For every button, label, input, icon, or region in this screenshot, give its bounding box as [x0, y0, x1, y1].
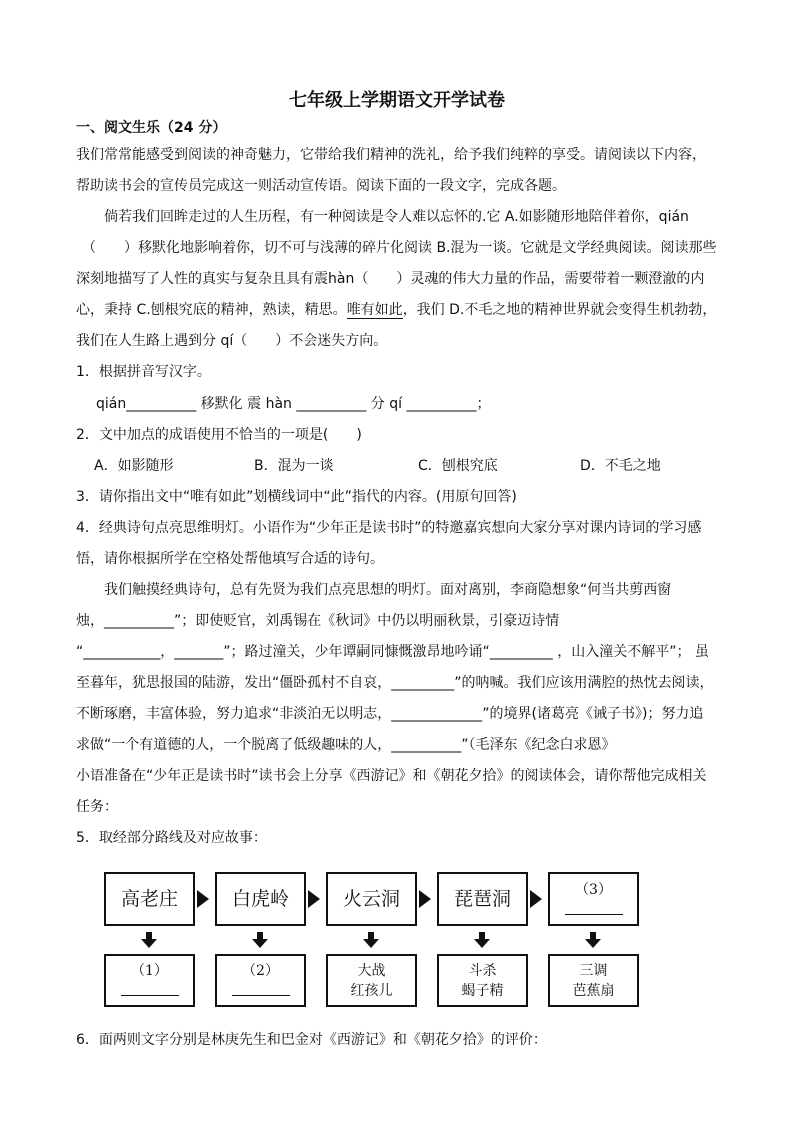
question-1-fill: qián__________ 移默化 震 hàn __________ 分 qí __________； [96, 396, 491, 412]
down-arrow-icon [252, 932, 268, 948]
story-box-4-line-2: 蝎子精 [461, 983, 504, 999]
story-box-1-blank [121, 981, 179, 996]
poem-line-8: 任务： [76, 799, 118, 815]
underlined-phrase: 唯有如此 [346, 302, 403, 318]
place-box-1: 高老庄 [104, 872, 195, 926]
story-box-4-line-1: 斗杀 [468, 963, 497, 979]
story-box-2-blank [232, 981, 290, 996]
passage-line-5: 我们在人生路上遇到分 qí（ ）不会迷失方向。 [76, 333, 388, 349]
poem-line-2: 烛，__________”；即使贬官，刘禹锡在《秋词》中仍以明丽秋景，引豪迈诗情 [76, 613, 560, 629]
q2-option-b: B．混为一谈 [254, 458, 334, 474]
question-6: 6．面两则文字分别是林庚先生和巴金对《西游记》和《朝花夕拾》的评价： [76, 1032, 547, 1048]
passage-line-1: 倘若我们回眸走过的人生历程，有一种阅读是令人难以忘怀的.它 A.如影随形地陪伴着你，qián [104, 209, 689, 225]
poem-line-4: 至暮年，犹思报国的陆游，发出“僵卧孤村不自哀，_________”的呐喊。我们应该用满腔的热忱去阅读， [76, 675, 714, 691]
place-box-5 [548, 872, 639, 926]
right-arrow-icon [197, 890, 209, 908]
place-box-3: 火云洞 [326, 872, 417, 926]
story-box-3-line-2: 红孩儿 [350, 983, 393, 999]
passage-line-4-before: 心，秉持 C.刨根究底的精神，熟读，精思。 [76, 302, 347, 318]
passage-line-4 [76, 300, 716, 320]
story-box-1-label: （1） [131, 963, 168, 979]
poem-line-5: 不断琢磨，丰富体验，努力追求“非淡泊无以明志，_____________”的境界(诸葛亮《诫子书》)；努力追 [76, 706, 704, 722]
down-arrow-icon [585, 932, 601, 948]
passage-line-3: 深刻地描写了人性的真实与复杂且具有震hàn（ ）灵魂的伟大力量的作品，需要带着一颗澄澈的内 [76, 271, 705, 287]
down-arrow-icon [474, 932, 490, 948]
place-box-2: 白虎岭 [215, 872, 306, 926]
intro-line-2: 帮助读书会的宣传员完成这一则活动宣传语。阅读下面的一段文字，完成各题。 [76, 178, 566, 194]
poem-line-7: 小语准备在“少年正是读书时”读书会上分享《西游记》和《朝花夕拾》的阅读体会，请你帮他完成相关 [76, 768, 707, 784]
poem-line-3: “___________，_______”；路过潼关，少年谭嗣同慷慨激昂地吟诵“_________ ，山入潼关不解平”； 虽 [76, 644, 709, 660]
poem-line-1: 我们触摸经典诗句，总有先贤为我们点亮思想的明灯。面对离别，李商隐想象“何当共剪西窗 [104, 582, 672, 598]
story-box-1 [104, 954, 195, 1007]
question-3: 3．请你指出文中“唯有如此”划横线词中“此”指代的内容。(用原句回答) [76, 489, 517, 505]
page-title: 七年级上学期语文开学试卷 [289, 90, 505, 111]
q2-option-a: A．如影随形 [94, 458, 174, 474]
question-5: 5．取经部分路线及对应故事： [76, 830, 267, 846]
story-box-5-line-2: 芭蕉扇 [572, 983, 615, 999]
right-arrow-icon [308, 890, 320, 908]
question-4-line-1: 4．经典诗句点亮思维明灯。小语作为“少年正是读书时”的特邀嘉宾想向大家分享对课内诗词的学习感 [76, 520, 702, 536]
down-arrow-icon [363, 932, 379, 948]
q2-option-d: D．不毛之地 [580, 458, 661, 474]
story-box-3 [326, 954, 417, 1007]
place-box-5-label: （3） [575, 882, 612, 898]
poem-line-6: 求做“一个有道德的人，一个脱离了低级趣味的人，__________”（毛泽东《纪念白求恩》 [76, 737, 616, 753]
story-box-2-label: （2） [242, 963, 279, 979]
question-2: 2．文中加点的成语使用不恰当的一项是( ) [76, 427, 362, 443]
passage-line-4-after: ，我们 D.不毛之地的精神世界就会变得生机勃勃， [402, 302, 717, 318]
place-box-5-blank [565, 900, 623, 915]
story-box-3-line-1: 大战 [357, 963, 386, 979]
question-1: 1．根据拼音写汉字。 [76, 364, 211, 380]
journey-flowchart [100, 868, 645, 1013]
right-arrow-icon [419, 890, 431, 908]
q2-option-c: C．刨根究底 [418, 458, 498, 474]
story-box-2 [215, 954, 306, 1007]
story-box-4 [437, 954, 528, 1007]
story-box-5-line-1: 三调 [579, 963, 608, 979]
section-heading: 一、阅文生乐（24 分） [76, 120, 227, 136]
intro-line-1: 我们常常能感受到阅读的神奇魅力，它带给我们精神的洗礼，给予我们纯粹的享受。请阅读以下内容， [76, 147, 706, 163]
right-arrow-icon [530, 890, 542, 908]
story-box-5 [548, 954, 639, 1007]
place-box-4: 琵琶洞 [437, 872, 528, 926]
passage-line-2: （ ）移默化地影响着你，切不可与浅薄的碎片化阅读 B.混为一谈。它就是文学经典阅读。阅读那些 [82, 240, 717, 256]
question-4-line-2: 悟，请你根据所学在空格处帮他填写合适的诗句。 [76, 551, 384, 567]
down-arrow-icon [141, 932, 157, 948]
